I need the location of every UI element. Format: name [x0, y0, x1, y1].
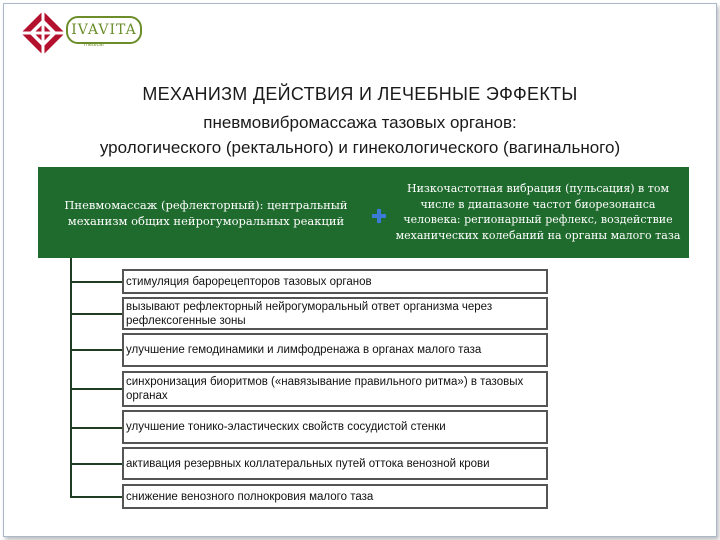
effect-item: стимуляция барорецепторов тазовых органов: [122, 269, 548, 294]
connector-trunk: [70, 258, 72, 497]
connector-branch: [70, 496, 122, 498]
connector-branch: [70, 313, 122, 315]
header-left-box: Пневмомассаж (рефлекторный): центральный механизм общих нейрогуморальных реакций: [64, 197, 348, 228]
connector-branch: [70, 388, 122, 390]
logo-emblem-icon: [20, 10, 66, 56]
page-subtitle: пневмовибромассажа тазовых органов:: [203, 113, 517, 132]
effect-item: снижение венозного полнокровия малого таза: [122, 484, 548, 509]
effect-item: вызывают рефлекторный нейрогуморальный ответ организма через рефлексогенные зоны: [122, 297, 548, 330]
connector-branch: [70, 281, 122, 283]
plus-icon: [371, 208, 387, 224]
connector-branch: [70, 349, 122, 351]
effect-item: улучшение тонико-эластических свойств сосудистой стенки: [122, 410, 548, 444]
connector-branch: [70, 463, 122, 465]
header-right-box: Низкочастотная вибрация (пульсация) в том числе в диапазоне частот биорезонанса человека: регионарный рефлекс, воздействие механических колебаний на органы малого таза: [395, 182, 681, 242]
effect-item: активация резервных коллатеральных путей оттока венозной крови: [122, 447, 548, 480]
effect-item: синхронизация биоритмов («навязывание правильного ритма») в тазовых органах: [122, 371, 548, 407]
brand-logo: IVAVITA: [66, 16, 142, 44]
effect-item: улучшение гемодинамики и лимфодренажа в органах малого таза: [122, 333, 548, 367]
connector-branch: [70, 427, 122, 429]
page-subtitle-2: урологического (ректального) и гинекологического (вагинального): [99, 138, 621, 157]
page-title: МЕХАНИЗМ ДЕЙСТВИЯ И ЛЕЧЕБНЫЕ ЭФФЕКТЫ: [142, 84, 578, 104]
brand-tagline: medical: [84, 42, 104, 48]
